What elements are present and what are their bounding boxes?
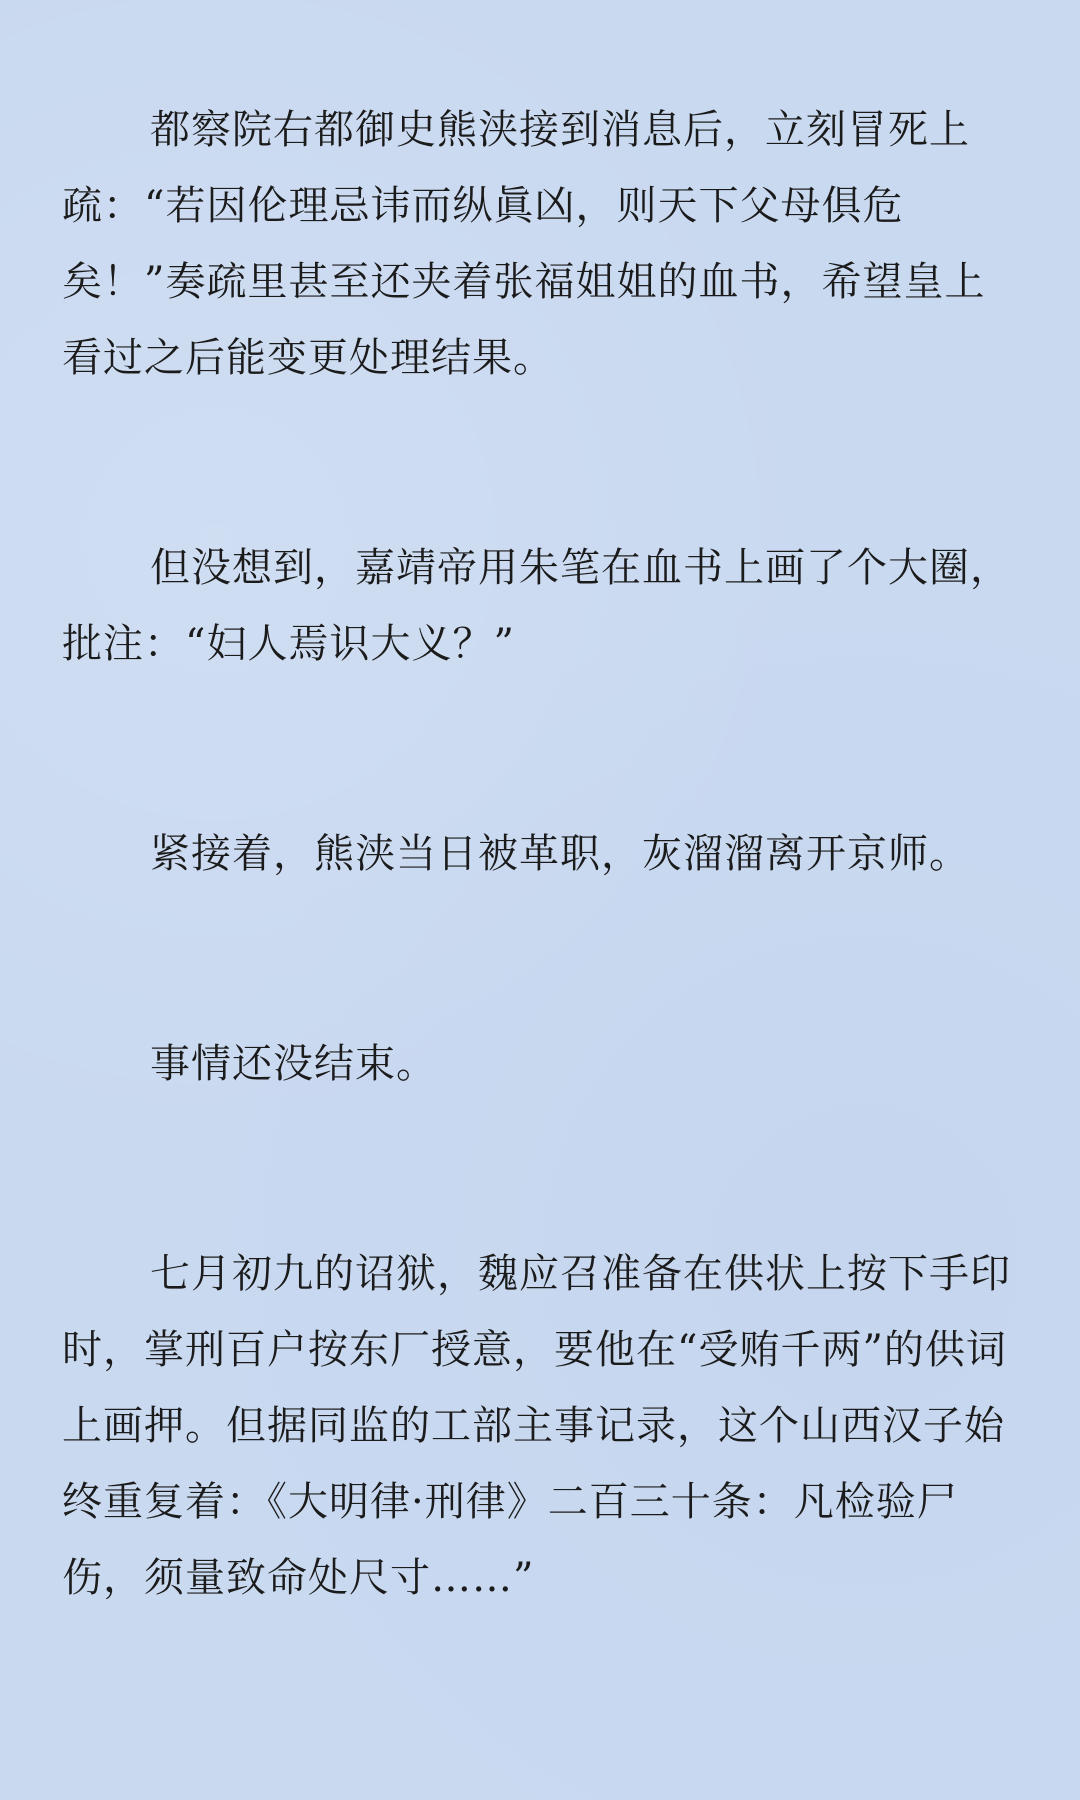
paragraph-3: 紧接着，熊浃当日被革职，灰溜溜离开京师。 (150, 831, 970, 877)
paragraph-1: 都察院右都御史熊浃接到消息后，立刻冒死上疏：“若因伦理忌讳而纵眞凶，则天下父母俱危矣！”奏疏里甚至还夹着张福姐姐的血书，希望皇上看过之后能变更处理结果。 (62, 107, 986, 381)
paragraph-2: 但没想到，嘉靖帝用朱笔在血书上画了个大圈，批注：“妇人焉识大义？” (62, 545, 1011, 667)
paragraph-4: 事情还没结束。 (150, 1041, 437, 1087)
paragraph-5: 七月初九的诏狱，魏应召准备在供状上按下手印时，掌刑百户按东厂授意，要他在“受贿千两”的供词上画押。但据同监的工部主事记录，这个山西汉子始终重复着：《大明律·刑律》二百三十条：凡检验尸伤，须量致命处尺寸……” (62, 1251, 1011, 1601)
